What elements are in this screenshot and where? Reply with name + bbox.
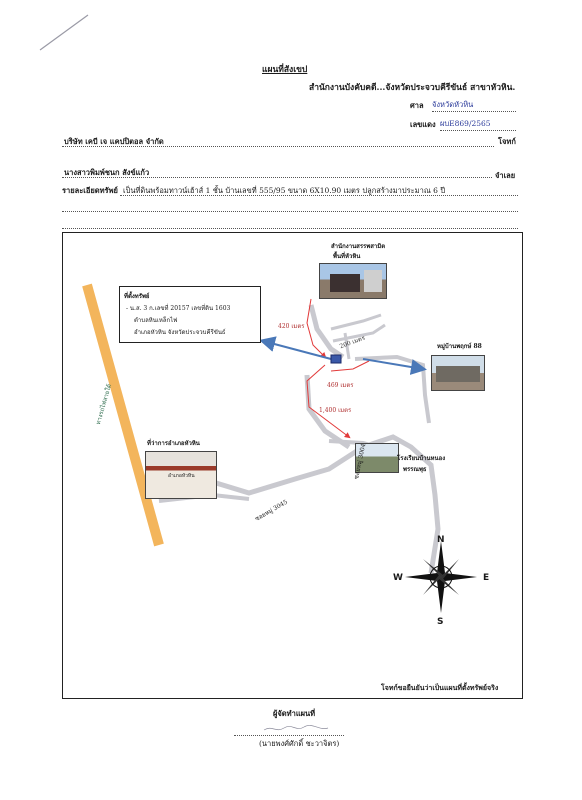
signature-line [234, 734, 344, 736]
compass-s: S [437, 617, 444, 627]
property-line-2 [62, 210, 518, 212]
location-box [119, 286, 261, 343]
property-label: รายละเอียดทรัพย์ [62, 186, 118, 195]
rail-label: ทางรถไฟสายใต้ [94, 383, 114, 426]
court-label: ศาล [410, 101, 424, 110]
school-label-2: พรรณพุธ [403, 466, 427, 473]
distance-3: 469 เมตร [327, 382, 354, 389]
map-frame [62, 232, 523, 699]
plaintiff-line [62, 145, 494, 147]
office-name: สำนักงานบังคับคดี...จังหวัดประจวบคีรีขันธ์ สาขาหัวหิน. [309, 83, 516, 93]
property-line-3 [62, 227, 518, 229]
distance-1: 420 เมตร [278, 323, 305, 330]
cluster-road-1 [331, 315, 381, 329]
location-title: ที่ตั้งทรัพย์ [124, 293, 150, 300]
road-label-2: ซอยหมู่ 3045 [254, 498, 289, 523]
office-label-2: พื้นที่หัวหิน [333, 253, 361, 260]
court-value: จังหวัดหัวหิน [432, 99, 516, 112]
signature-scribble [262, 724, 332, 734]
location-line-2: ตำบลหินเหล็กไฟ [134, 317, 178, 324]
property-marker [331, 355, 341, 363]
case-value: ผบE869/2565 [440, 118, 516, 131]
school-label: โรงเรียนบ้านหนอง [397, 455, 446, 462]
compass-rose [405, 541, 477, 613]
defendant-name: นางสาวพิมพ์ชนก สังข์แก้ว [64, 168, 150, 177]
road-north [311, 305, 343, 357]
road-label-1: ซอยหมู่ 3004 [352, 442, 368, 480]
compass-w: W [393, 573, 403, 583]
defendant-line [62, 176, 492, 178]
distance-2: 200 เมตร [338, 334, 367, 351]
compass-n: N [437, 535, 445, 545]
district-label: ที่ว่าการอำเภอหัวหิน [147, 440, 200, 447]
village-photo [431, 355, 485, 391]
distance-4: 1,400 เมตร [319, 407, 352, 414]
photo-sign: อำเภอหัวหิน [168, 473, 195, 479]
property-description: เป็นที่ดินพร้อมทาวน์เฮ้าส์ 1 ชั้น บ้านเลขที่ 555/95 ขนาด 6X10.90 เมตร ปลูกสร้างมาประมาณ 6 ปี [123, 186, 446, 195]
compass-e: E [483, 573, 490, 583]
village-label: หมู่บ้านพฤกษ์ 88 [437, 343, 482, 350]
route-school [307, 365, 352, 437]
certify-text: โจทก์ขอยืนยันว่าเป็นแผนที่ตั้งทรัพย์จริง [381, 683, 499, 692]
office-label: สำนักงานสรรพสามิต [331, 243, 386, 250]
property-line-1 [120, 194, 518, 196]
defendant-label: จำเลย [495, 171, 516, 180]
office-photo [319, 263, 387, 299]
location-line-1: - น.ส. 3 ก.เลขที่ 20157 เลขที่ดิน 1603 [126, 305, 231, 312]
plaintiff-name: บริษัท เคบี เจ แคปปิตอล จำกัด [64, 137, 164, 146]
district-photo [145, 451, 217, 499]
plaintiff-label: โจทก์ [498, 137, 516, 146]
signature-label: ผู้จัดทำแผนที่ [273, 709, 316, 718]
blue-arrow-west [263, 341, 331, 359]
page-title: แผนที่สังเขป [262, 65, 308, 75]
location-line-3: อำเภอหัวหิน จังหวัดประจวบคีรีขันธ์ [134, 329, 226, 336]
road-east [355, 357, 429, 423]
signature-name: (นายพงศ์ศักดิ์ ชะวาจิตร) [259, 739, 340, 748]
case-label: เลขแดง [410, 120, 436, 129]
scan-streak [0, 0, 120, 60]
